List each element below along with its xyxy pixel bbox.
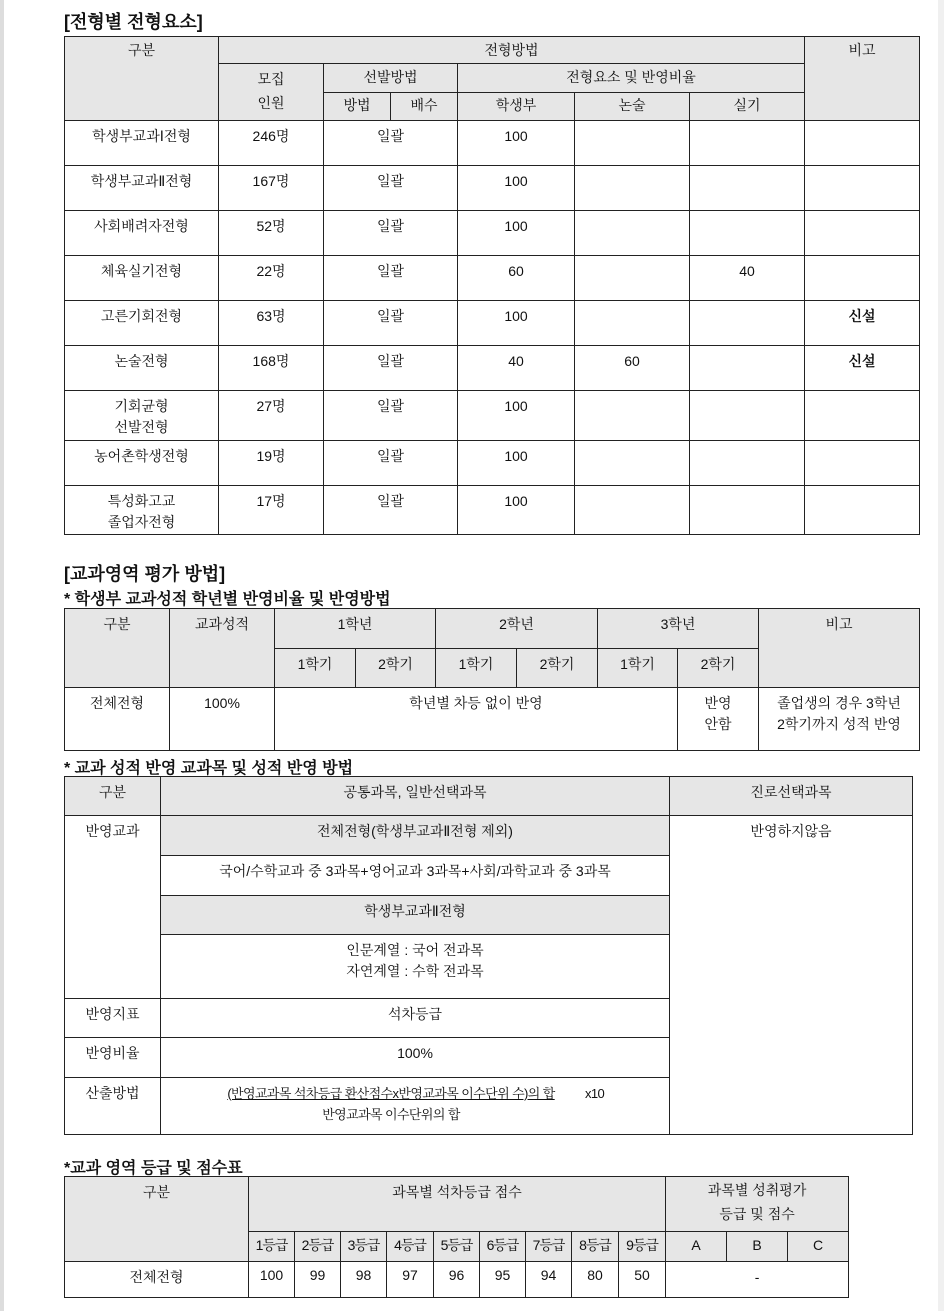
formula-multiplier: x10 <box>585 1086 605 1101</box>
header-gubun: 구분 <box>65 609 170 688</box>
section-title-score: *교과 영역 등급 및 점수표 <box>64 1160 243 1177</box>
header-elements: 전형요소 및 반영비율 <box>458 64 805 93</box>
row-note <box>805 391 920 441</box>
row-recruit: 246명 <box>219 121 324 166</box>
calc-label: 산출방법 <box>65 1078 161 1135</box>
header-selection: 선발방법 <box>324 64 458 93</box>
table-row <box>65 166 920 211</box>
row-note <box>805 166 920 211</box>
row-prac <box>690 486 805 535</box>
row-name: 학생부교과Ⅱ전형 <box>65 166 219 211</box>
row-note <box>805 211 920 256</box>
table-row <box>65 346 920 391</box>
calc-formula <box>161 1078 670 1135</box>
row-essay <box>575 391 690 441</box>
row-note: 신설 <box>805 301 920 346</box>
subjects-table <box>64 776 913 1135</box>
grade-header: 2등급 <box>295 1232 341 1262</box>
header-gubun: 구분 <box>65 1177 249 1262</box>
row-prac <box>690 346 805 391</box>
row-note: 졸업생의 경우 3학년 2학기까지 성적 반영 <box>759 688 920 751</box>
formula-numerator: (반영교과목 석차등급 환산점수x반영교과목 이수단위 수)의 합 <box>227 1086 555 1101</box>
row-prac <box>690 211 805 256</box>
row-name: 특성화고교 졸업자전형 <box>65 486 219 535</box>
row-method: 일괄 <box>324 211 458 256</box>
row-method: 일괄 <box>324 346 458 391</box>
row-note: 신설 <box>805 346 920 391</box>
grade-score: 50 <box>619 1262 666 1298</box>
row-method: 일괄 <box>324 301 458 346</box>
grade-ratio-table <box>64 608 920 751</box>
ach-header: A <box>666 1232 727 1262</box>
career-value: 반영하지않음 <box>670 816 913 1135</box>
row-desc: 학년별 차등 없이 반영 <box>275 688 678 751</box>
row-name: 고른기회전형 <box>65 301 219 346</box>
header-y1s2: 2학기 <box>356 649 436 688</box>
grade-score: 97 <box>387 1262 434 1298</box>
row-recruit: 17명 <box>219 486 324 535</box>
table-row <box>65 391 920 441</box>
header-note: 비고 <box>759 609 920 688</box>
row-method: 일괄 <box>324 166 458 211</box>
row-recruit: 52명 <box>219 211 324 256</box>
table-row <box>65 486 920 535</box>
row-essay <box>575 121 690 166</box>
row-grade: 100% <box>170 688 275 751</box>
header-rank: 과목별 석차등급 점수 <box>249 1177 666 1232</box>
subj-label: 반영교과 <box>65 816 161 999</box>
subtitle-subjects: * 교과 성적 반영 교과목 및 성적 반영 방법 <box>64 760 354 777</box>
scrollbar-track[interactable] <box>938 0 944 1311</box>
header-y2s1: 1학기 <box>436 649 517 688</box>
header-y3s1: 1학기 <box>598 649 678 688</box>
ach-score: - <box>666 1262 849 1298</box>
grade-score: 80 <box>572 1262 619 1298</box>
header-grade: 교과성적 <box>170 609 275 688</box>
header-year3: 3학년 <box>598 609 759 649</box>
row-name: 학생부교과Ⅰ전형 <box>65 121 219 166</box>
formula-denominator: 반영교과목 이수단위의 합 <box>322 1107 460 1122</box>
ach-header: B <box>727 1232 788 1262</box>
row-prac: 40 <box>690 256 805 301</box>
header-career: 진로선택과목 <box>670 777 913 816</box>
header-essay: 논술 <box>575 93 690 121</box>
row-sb: 100 <box>458 301 575 346</box>
header-y2s2: 2학기 <box>517 649 598 688</box>
row-recruit: 19명 <box>219 441 324 486</box>
t2-desc: 인문계열 : 국어 전과목 자연계열 : 수학 전과목 <box>161 935 670 999</box>
row-year3: 반영 안함 <box>678 688 759 751</box>
header-gubun: 구분 <box>65 37 219 121</box>
grade-header: 5등급 <box>434 1232 480 1262</box>
header-prac: 실기 <box>690 93 805 121</box>
subtitle-grade-ratio: * 학생부 교과성적 학년별 반영비율 및 반영방법 <box>64 591 391 608</box>
grade-header: 7등급 <box>526 1232 572 1262</box>
row-essay <box>575 211 690 256</box>
row-prac <box>690 121 805 166</box>
all-type: 전체전형(학생부교과Ⅱ전형 제외) <box>161 816 670 856</box>
admission-table <box>64 36 920 535</box>
row-note <box>805 121 920 166</box>
row-name: 논술전형 <box>65 346 219 391</box>
grade-score: 98 <box>341 1262 387 1298</box>
grade-header: 6등급 <box>480 1232 526 1262</box>
all-desc: 국어/수학교과 중 3과목+영어교과 3과목+사회/과학교과 중 3과목 <box>161 856 670 896</box>
row-sb: 100 <box>458 486 575 535</box>
row-prac <box>690 391 805 441</box>
row-name: 전체전형 <box>65 1262 249 1298</box>
row-method: 일괄 <box>324 391 458 441</box>
row-essay <box>575 486 690 535</box>
row-essay <box>575 441 690 486</box>
row-note <box>805 256 920 301</box>
row-sb: 100 <box>458 441 575 486</box>
page-edge <box>0 0 4 1311</box>
row-method: 일괄 <box>324 441 458 486</box>
row-essay <box>575 256 690 301</box>
row-sb: 40 <box>458 346 575 391</box>
row-note <box>805 441 920 486</box>
row-essay <box>575 166 690 211</box>
score-table <box>64 1176 849 1298</box>
row-recruit: 63명 <box>219 301 324 346</box>
row-name: 전체전형 <box>65 688 170 751</box>
header-recruit: 모집 인원 <box>219 64 324 121</box>
row-sb: 60 <box>458 256 575 301</box>
grade-header: 8등급 <box>572 1232 619 1262</box>
ratio-label: 반영비율 <box>65 1038 161 1078</box>
row-prac <box>690 166 805 211</box>
row-essay: 60 <box>575 346 690 391</box>
idx-value: 석차등급 <box>161 999 670 1038</box>
grade-header: 3등급 <box>341 1232 387 1262</box>
header-common: 공통과목, 일반선택과목 <box>161 777 670 816</box>
row-method: 일괄 <box>324 256 458 301</box>
header-y1s1: 1학기 <box>275 649 356 688</box>
header-sb: 학생부 <box>458 93 575 121</box>
header-note: 비고 <box>805 37 920 121</box>
table-row <box>65 211 920 256</box>
row-prac <box>690 441 805 486</box>
row-sb: 100 <box>458 121 575 166</box>
row-name: 체육실기전형 <box>65 256 219 301</box>
row-sb: 100 <box>458 211 575 256</box>
row-prac <box>690 301 805 346</box>
row-sb: 100 <box>458 166 575 211</box>
row-recruit: 168명 <box>219 346 324 391</box>
ach-header: C <box>788 1232 849 1262</box>
table-row <box>65 256 920 301</box>
row-sb: 100 <box>458 391 575 441</box>
table-row <box>65 121 920 166</box>
row-name: 사회배려자전형 <box>65 211 219 256</box>
section-title-eval: [교과영역 평가 방법] <box>64 564 226 584</box>
row-method: 일괄 <box>324 121 458 166</box>
idx-label: 반영지표 <box>65 999 161 1038</box>
header-mult: 배수 <box>391 93 458 121</box>
section-title-admission: [전형별 전형요소] <box>64 12 203 32</box>
grade-header: 1등급 <box>249 1232 295 1262</box>
row-essay <box>575 301 690 346</box>
header-y3s2: 2학기 <box>678 649 759 688</box>
row-method: 일괄 <box>324 486 458 535</box>
grade-score: 96 <box>434 1262 480 1298</box>
table-row <box>65 301 920 346</box>
row-name: 농어촌학생전형 <box>65 441 219 486</box>
header-gubun: 구분 <box>65 777 161 816</box>
grade-score: 94 <box>526 1262 572 1298</box>
grade-header: 9등급 <box>619 1232 666 1262</box>
grade-score: 100 <box>249 1262 295 1298</box>
row-recruit: 27명 <box>219 391 324 441</box>
header-year2: 2학년 <box>436 609 598 649</box>
grade-header: 4등급 <box>387 1232 434 1262</box>
header-how: 방법 <box>324 93 391 121</box>
t2-type: 학생부교과Ⅱ전형 <box>161 896 670 935</box>
header-method: 전형방법 <box>219 37 805 64</box>
row-name: 기회균형 선발전형 <box>65 391 219 441</box>
row-recruit: 22명 <box>219 256 324 301</box>
grade-score: 95 <box>480 1262 526 1298</box>
row-recruit: 167명 <box>219 166 324 211</box>
ratio-value: 100% <box>161 1038 670 1078</box>
row-note <box>805 486 920 535</box>
header-ach: 과목별 성취평가 등급 및 점수 <box>666 1177 849 1232</box>
grade-score: 99 <box>295 1262 341 1298</box>
table-row <box>65 441 920 486</box>
header-year1: 1학년 <box>275 609 436 649</box>
